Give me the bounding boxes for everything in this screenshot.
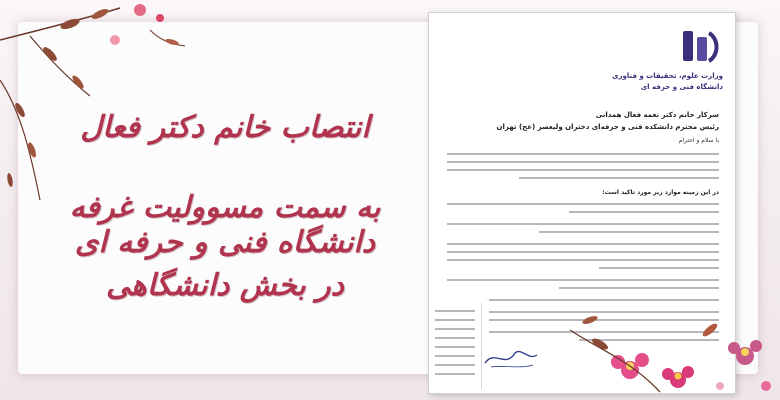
letter-text-line bbox=[559, 287, 719, 289]
letter-section-heading: در این زمینه موارد زیر مورد تاکید است: bbox=[602, 189, 719, 196]
letter-text-line bbox=[447, 223, 719, 225]
letter-text-line bbox=[539, 231, 719, 233]
flower-bouquet-bottom-right-icon bbox=[570, 300, 780, 400]
headline-line-3: در بخش دانشگاهی bbox=[105, 268, 345, 303]
letter-text-line bbox=[569, 211, 719, 213]
letter-text-line bbox=[447, 251, 719, 253]
letter-text-line bbox=[447, 259, 719, 261]
letter-text-line bbox=[447, 243, 719, 245]
letter-text-line bbox=[447, 203, 719, 205]
university-logo-icon bbox=[679, 27, 723, 67]
letter-text-line bbox=[447, 153, 719, 155]
letter-text-line bbox=[599, 267, 719, 269]
letter-addressee-1: سرکار خانم دکتر نغمه فعال همدانی bbox=[595, 111, 719, 119]
headline-line-1: انتصاب خانم دکتر فعال bbox=[80, 110, 370, 145]
letter-greeting: با سلام و احترام bbox=[678, 137, 719, 144]
letter-footer-contact bbox=[429, 303, 482, 389]
university-name: وزارت علوم، تحقیقات و فناوری دانشگاه فنی و حرفه ای bbox=[612, 72, 723, 91]
letter-text-line bbox=[447, 161, 719, 163]
letter-text-line bbox=[447, 169, 719, 171]
headline-line-2: به سمت مسوولیت غرفه دانشگاه فنی و حرفه ای bbox=[69, 190, 381, 260]
letter-text-line bbox=[447, 279, 719, 281]
letter-text-line bbox=[519, 177, 719, 179]
signature-stamp-icon bbox=[481, 343, 541, 373]
letter-addressee-2: رئیس محترم دانشکده فنی و حرفه‌ای دختران ولیعصر (عج) تهران bbox=[496, 123, 719, 131]
